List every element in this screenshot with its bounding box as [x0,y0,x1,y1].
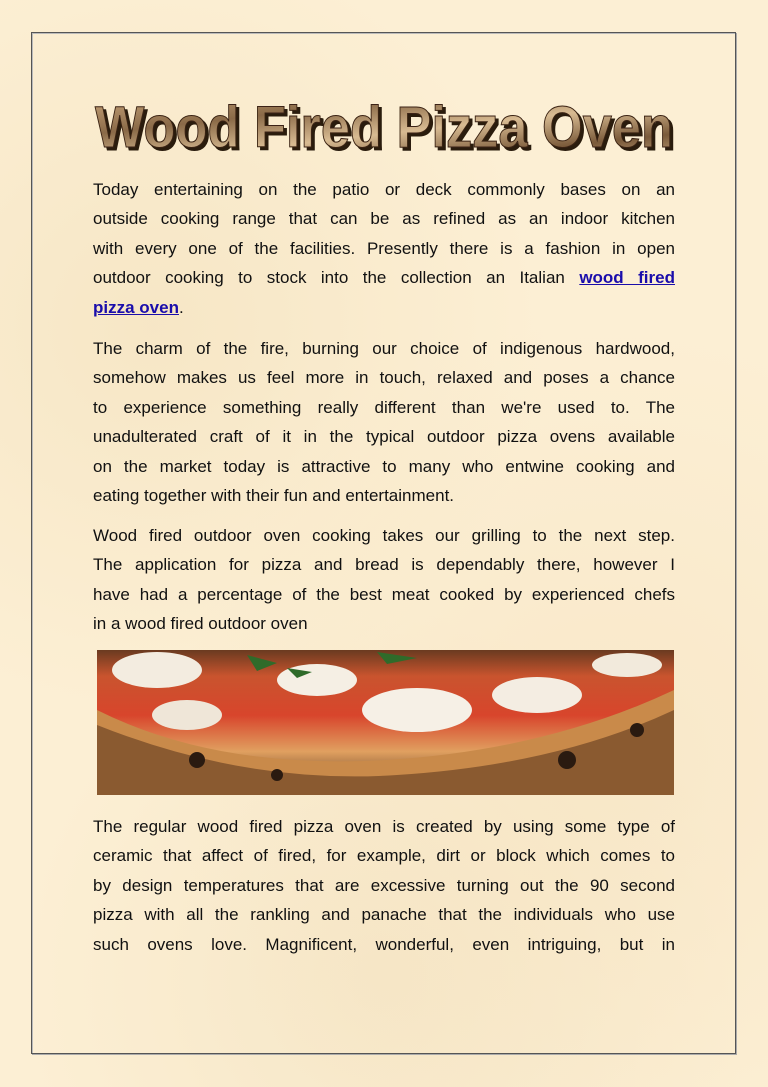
text-line: Today entertaining on the patio or deck commonly bases on an [93,180,675,199]
text-line: outside cooking range that can be as refined as an indoor kitchen [93,209,675,229]
paragraph-2 [93,334,675,510]
text-line-part: . [178,297,184,317]
text-line: have had a percentage of the best meat cooked by experienced chefs [93,584,675,604]
text-line: unadulterated craft of it in the typical outdoor pizza ovens available [93,427,675,447]
text-line: The application for pizza and bread is dependably there, however I [93,555,675,575]
paragraph-1 [93,175,675,322]
text-line: such ovens love. Magnificent, wonderful, even intriguing, but in [93,934,675,954]
text-line: Wood fired outdoor oven cooking takes our grilling to the next step. [93,526,675,545]
paragraph-3 [93,521,675,639]
text-line: pizza with all the rankling and panache that the individuals who use [93,905,675,925]
page-title [93,96,677,160]
text-line: eating together with their fun and entertainment. [93,485,455,505]
text-line: to experience something really different than we're used to. The [93,397,675,417]
text-line: The charm of the fire, burning our choice of indigenous hardwood, [93,339,675,358]
text-line: The regular wood fired pizza oven is created by using some type of [93,817,675,836]
text-line: ceramic that affect of fired, for example, dirt or block which comes to [93,846,675,866]
text-line [93,263,675,292]
text-line: somehow makes us feel more in touch, relaxed and poses a chance [93,368,675,388]
text-line [93,293,675,322]
text-line: on the market today is attractive to many who entwine cooking and [93,456,675,476]
text-line-part: outdoor cooking to stock into the collection an Italian [93,268,565,288]
text-line: by design temperatures that are excessive turning out the 90 second [93,875,675,895]
paragraph-4 [93,812,675,959]
wood-fired-pizza-oven-link[interactable]: pizza oven [93,297,179,317]
text-line: with every one of the facilities. Presently there is a fashion in open [93,238,675,258]
text-line: in a wood fired outdoor oven [93,614,308,634]
pizza-photo [97,650,674,795]
wood-fired-pizza-oven-link[interactable]: wood fired [579,268,675,288]
title-text: Wood Fired Pizza Oven [95,96,673,160]
